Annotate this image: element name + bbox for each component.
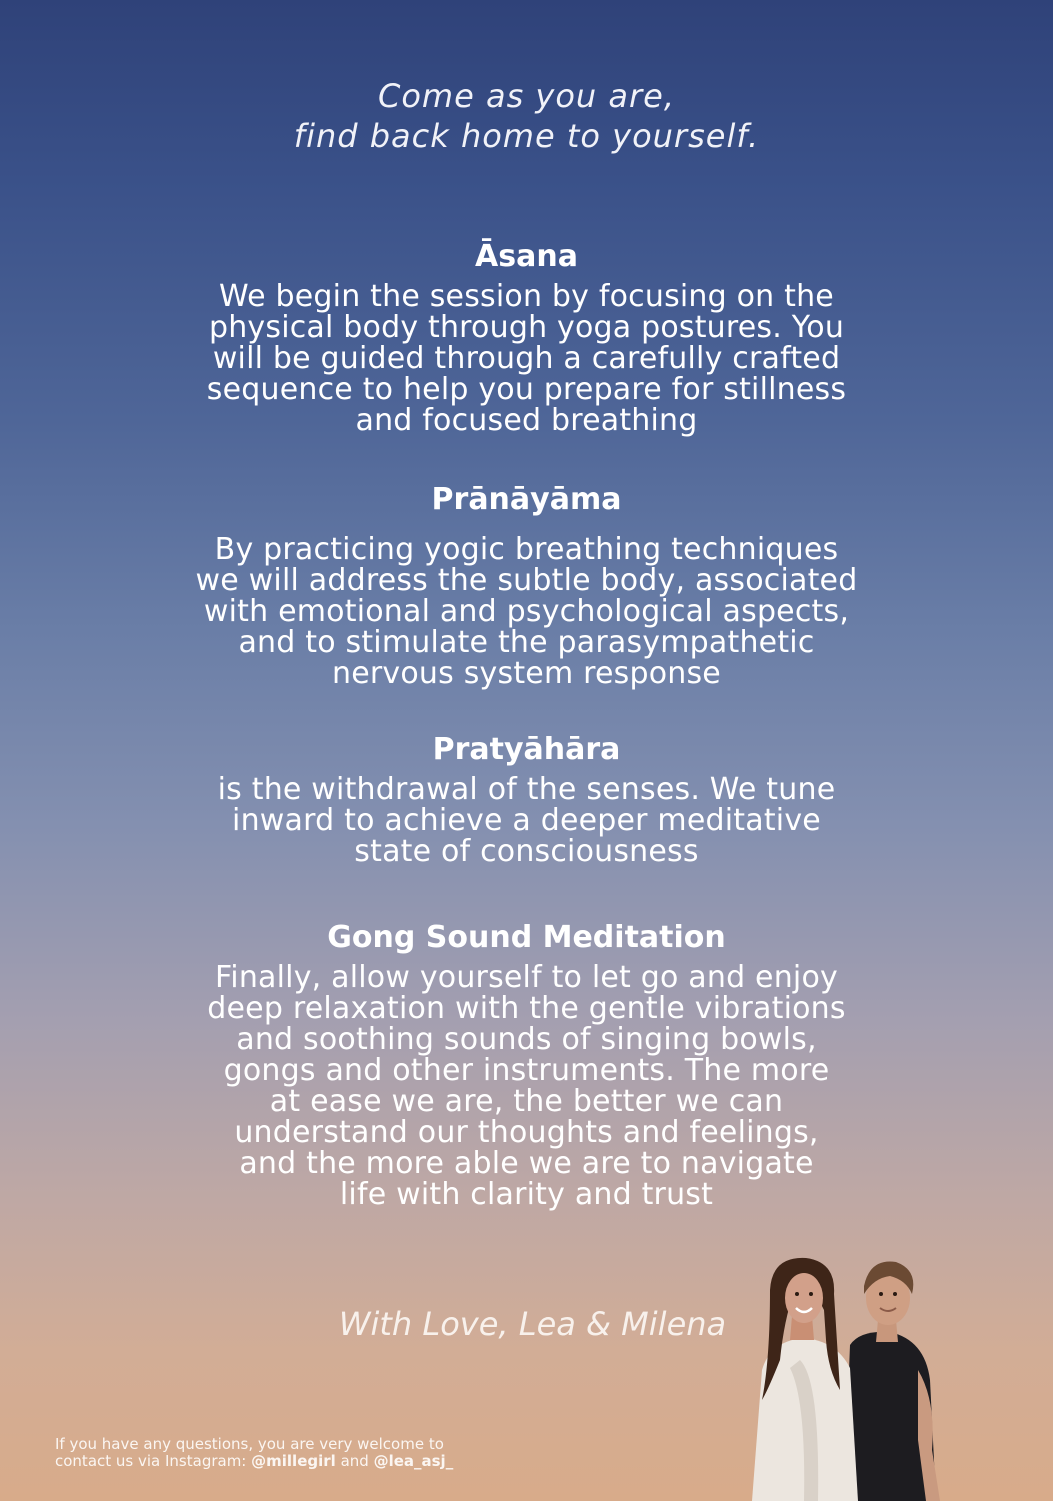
- section-text: Finally, allow yourself to let go and enjoy deep relaxation with the gentle vibrations and soothing sounds of singing bowls, gongs and other instruments. The more at ease we are, the better we can understand our thoughts and feelings, and the more able we are to navigate life with clarity and trust: [207, 960, 846, 1212]
- instructors-photo: [740, 1250, 960, 1501]
- section-pratyahara: [140, 730, 913, 867]
- instagram-handle-millegirl[interactable]: @millegirl: [251, 1452, 336, 1470]
- section-title: Pratyāhāra: [432, 732, 621, 767]
- section-title: Āsana: [475, 239, 578, 274]
- section-text: We begin the session by focusing on the physical body through yoga postures. You will be guided through a carefully crafted sequence to help you prepare for stillness and focused breathing: [206, 279, 847, 438]
- intro-line-2: find back home to yourself.: [293, 117, 760, 155]
- instagram-handle-lea[interactable]: @lea_asj_: [373, 1452, 454, 1470]
- contact-footer: [55, 1436, 535, 1470]
- intro-quote: [0, 76, 1053, 156]
- section-asana: [140, 237, 913, 436]
- footer-line-1: If you have any questions, you are very welcome to: [55, 1435, 444, 1453]
- section-title: Gong Sound Meditation: [327, 920, 726, 955]
- footer-joiner: and: [335, 1452, 374, 1470]
- footer-line-2: [55, 1452, 453, 1470]
- section-gong-sound-meditation: [140, 918, 913, 1210]
- footer-line-2-prefix: contact us via Instagram:: [55, 1452, 252, 1470]
- section-text: is the withdrawal of the senses. We tune inward to achieve a deeper meditative state of consciousness: [217, 772, 836, 869]
- intro-line-1: Come as you are,: [378, 77, 675, 115]
- section-title: Prānāyāma: [431, 482, 622, 517]
- section-text: By practicing yogic breathing techniques we will address the subtle body, associated with emotional and psychological aspects, and to stimulate the parasympathetic nervous system response: [195, 532, 858, 691]
- signoff: With Love, Lea & Milena: [338, 1305, 727, 1343]
- section-pranayama: [140, 480, 913, 689]
